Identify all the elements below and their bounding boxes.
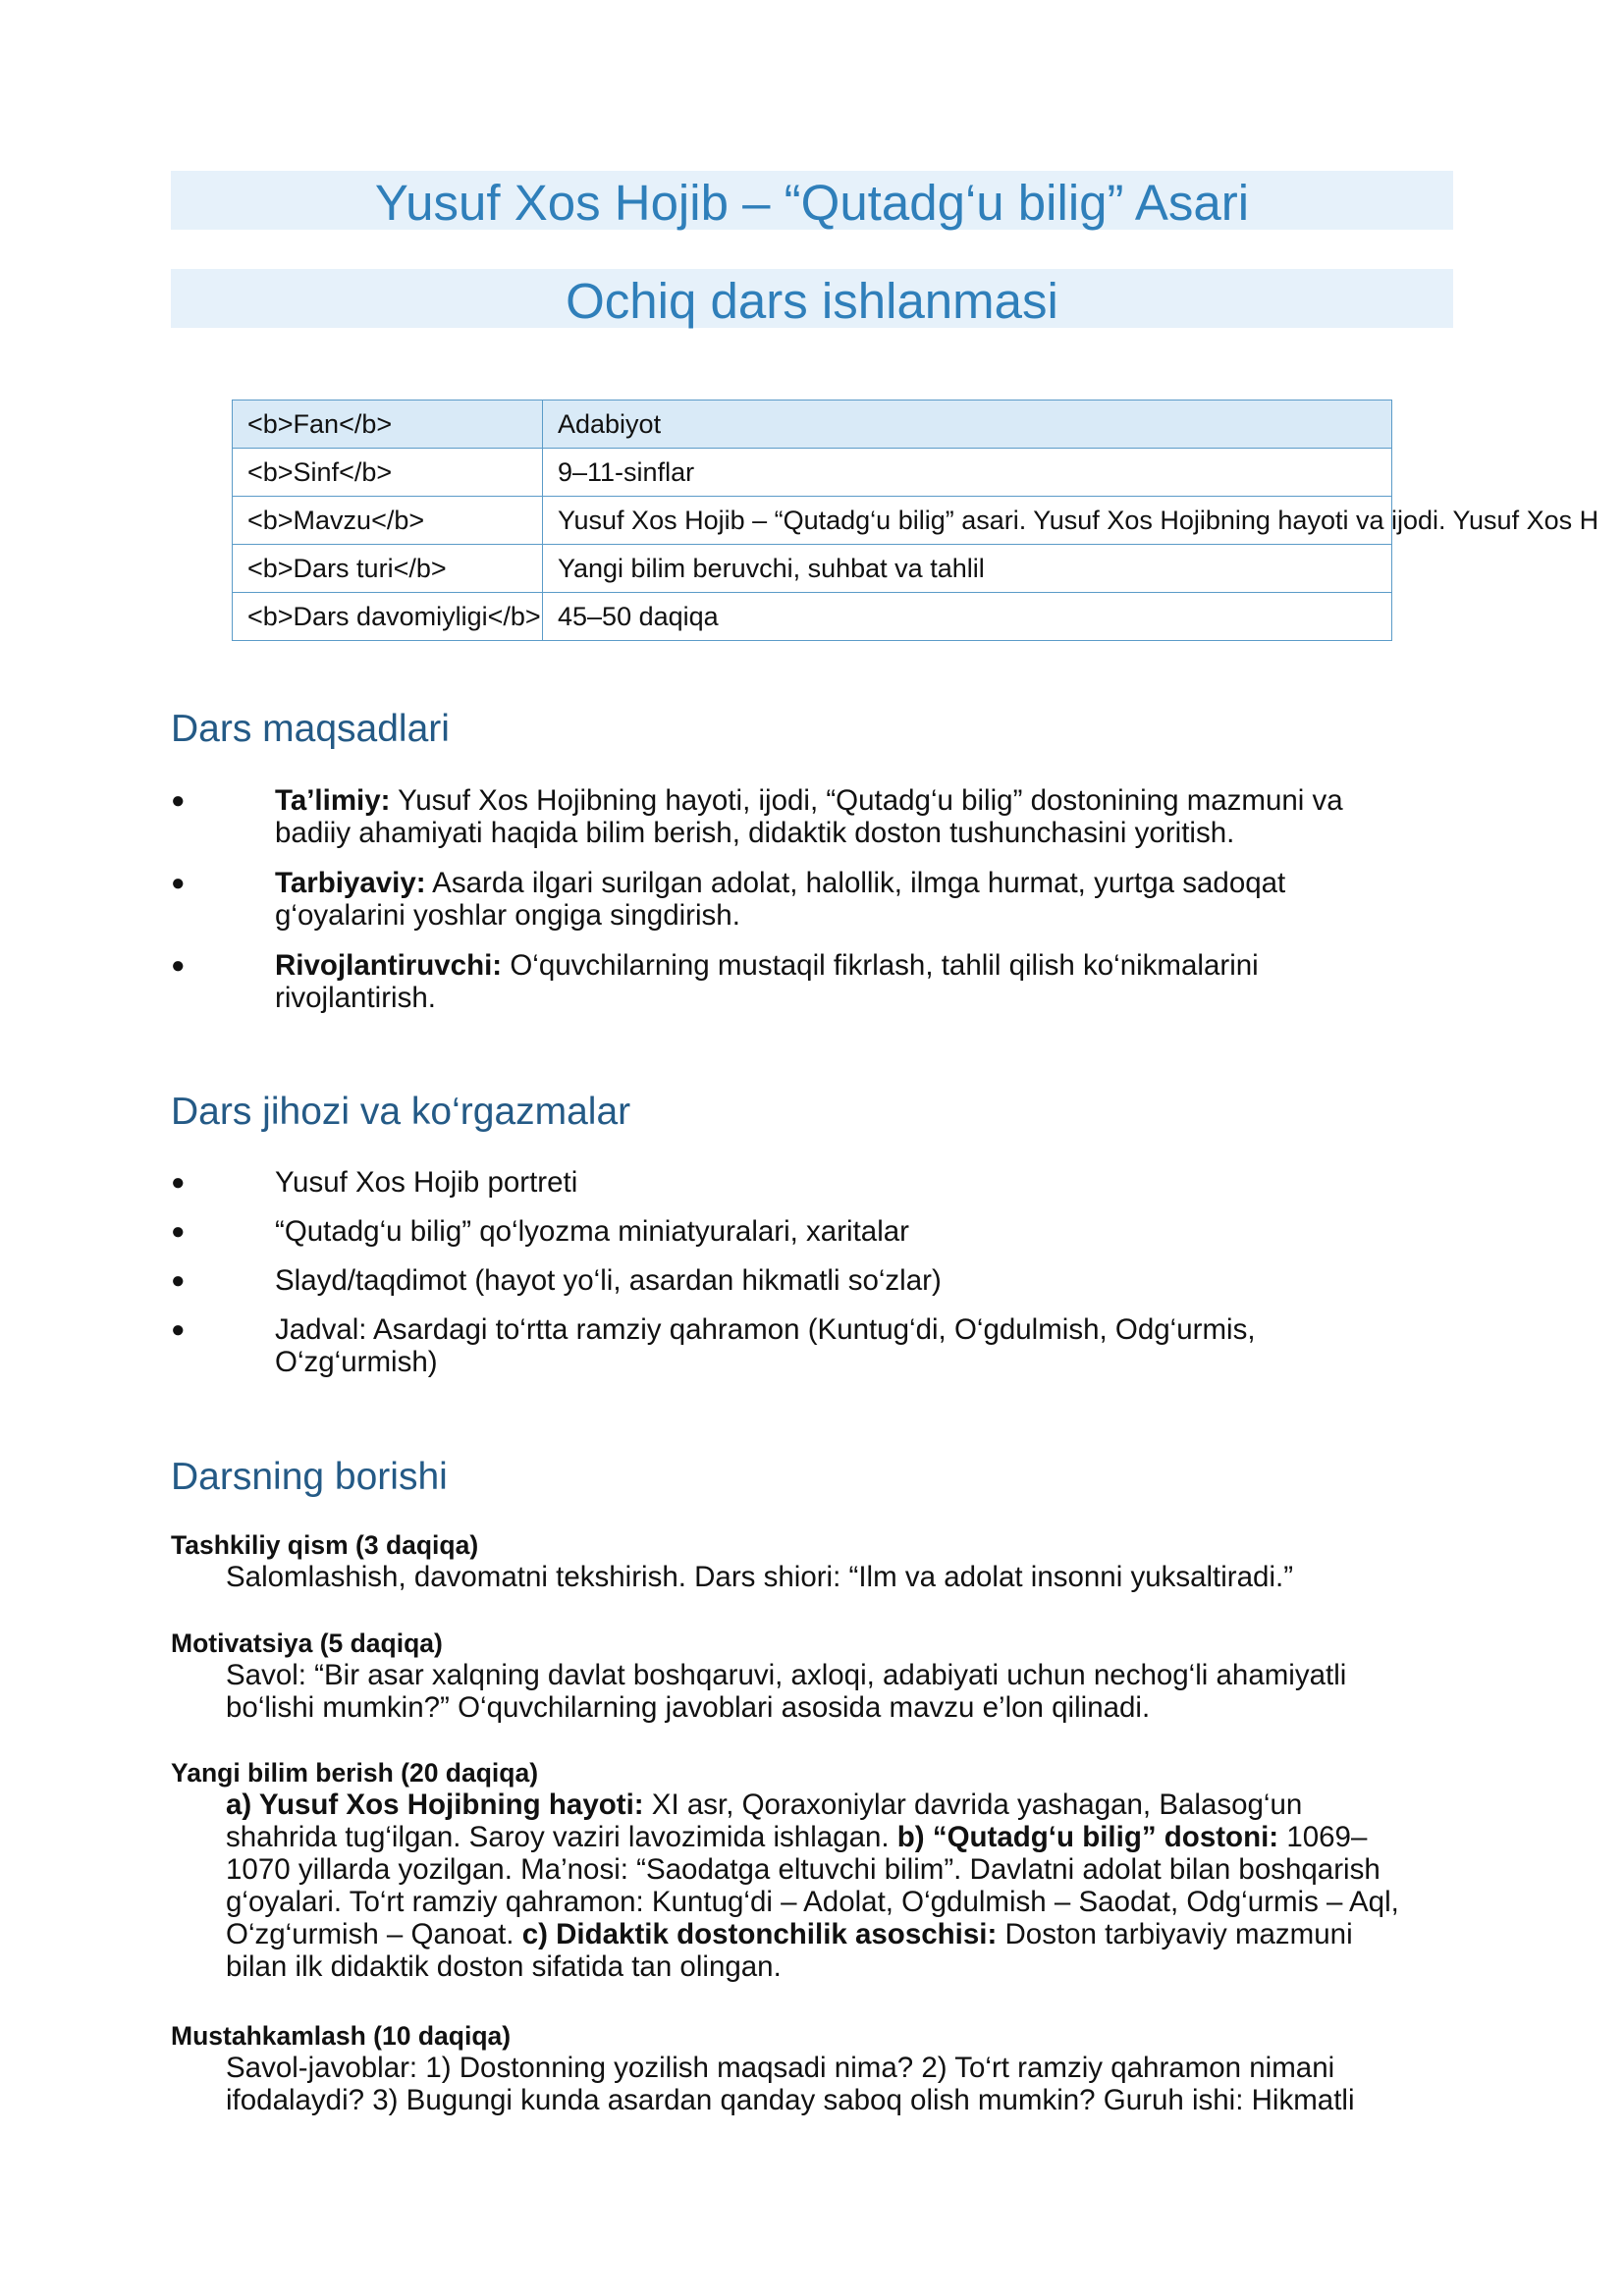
table-value-cell: 9–11-sinflar — [543, 449, 1392, 497]
equipment-item: “Qutadg‘u bilig” qo‘lyozma miniatyuralari, xaritalar — [275, 1215, 909, 1248]
equipment-item: Slayd/taqdimot (hayot yo‘li, asardan hikmatli so‘zlar) — [275, 1264, 942, 1297]
list-item — [171, 1264, 1398, 1297]
equipment-list — [171, 1166, 1398, 1395]
bullet-icon: ● — [171, 870, 186, 896]
goal-text: Yusuf Xos Hojibning hayoti, ijodi, “Qutadg‘u bilig” dostonining mazmuni va badiiy ahamiyati haqida bilim berish, didaktik doston tushunchasini yoritish. — [275, 784, 1343, 849]
section-heading-equipment: Dars jihozi va ko‘rgazmalar — [171, 1091, 631, 1133]
stage-body: Savol: “Bir asar xalqning davlat boshqaruvi, axloqi, adabiyati uchun nechog‘li ahamiyatli bo‘lishi mumkin?” O‘quvchilarning javoblari asosida mavzu e’lon qilinadi. — [226, 1659, 1347, 1724]
table-key-cell: <b>Dars turi</b> — [233, 545, 543, 593]
bullet-icon: ● — [171, 952, 186, 979]
section-heading-progress: Darsning borishi — [171, 1456, 448, 1498]
list-item — [171, 949, 1398, 1014]
stage-body: Savol-javoblar: 1) Dostonning yozilish maqsadi nima? 2) To‘rt ramziy qahramon nimani ifodalaydi? 3) Bugungi kunda asardan qanday saboq olish mumkin? Guruh ishi: Hikmatli — [226, 2052, 1355, 2116]
list-item — [171, 1215, 1398, 1248]
goal-label: Tarbiyaviy: — [275, 867, 426, 899]
lesson-stage — [171, 2020, 1408, 2116]
lesson-stage — [171, 1529, 1408, 1593]
table-key-cell: <b>Fan</b> — [233, 400, 543, 449]
table-row — [233, 545, 1392, 593]
goals-list — [171, 784, 1398, 1032]
stage-point-label: c) Didaktik dostonchilik asoschisi: — [521, 1918, 998, 1950]
table-row — [233, 400, 1392, 449]
stage-body — [171, 1789, 1408, 1983]
stage-point-label: a) Yusuf Xos Hojibning hayoti: — [226, 1789, 644, 1821]
stage-title: Motivatsiya (5 daqiqa) — [171, 1629, 443, 1658]
list-item — [171, 867, 1398, 932]
table-row — [233, 497, 1392, 545]
table-row — [233, 449, 1392, 497]
lesson-info-table — [232, 400, 1599, 641]
table-value-cell: 45–50 daqiqa — [543, 593, 1392, 641]
stage-title: Tashkiliy qism (3 daqiqa) — [171, 1530, 479, 1560]
table-key-cell: <b>Dars davomiyligi</b> — [233, 593, 543, 641]
stage-title: Mustahkamlash (10 daqiqa) — [171, 2021, 512, 2051]
stage-point-text: Doston tarbiyaviy mazmuni bilan ilk didaktik doston sifatida tan olingan. — [226, 1918, 1353, 1983]
table-key-cell: <b>Mavzu</b> — [233, 497, 543, 545]
goal-label: Ta’limiy: — [275, 784, 391, 817]
stage-title: Yangi bilim berish (20 daqiqa) — [171, 1758, 539, 1788]
equipment-item: Jadval: Asardagi to‘rtta ramziy qahramon (Kuntug‘di, O‘gdulmish, Odg‘urmis, O‘zg‘urmish) — [275, 1313, 1256, 1378]
table-row — [233, 593, 1392, 641]
document-subtitle: Ochiq dars ishlanmasi — [171, 269, 1453, 328]
table-key-cell: <b>Sinf</b> — [233, 449, 543, 497]
bullet-icon: ● — [171, 1218, 186, 1245]
goal-text: O‘quvchilarning mustaqil fikrlash, tahlil qilish ko‘nikmalarini rivojlantirish. — [275, 949, 1259, 1014]
table-value-cell: Adabiyot — [543, 400, 1392, 449]
list-item — [171, 784, 1398, 849]
stage-point-label: b) “Qutadg‘u bilig” dostoni: — [896, 1821, 1279, 1853]
bullet-icon: ● — [171, 1316, 186, 1343]
section-heading-goals: Dars maqsadlari — [171, 708, 450, 750]
table-value-cell: Yangi bilim beruvchi, suhbat va tahlil — [543, 545, 1392, 593]
bullet-icon: ● — [171, 1169, 186, 1196]
document-title: Yusuf Xos Hojib – “Qutadg‘u bilig” Asari — [171, 171, 1453, 230]
lesson-stage — [171, 1628, 1408, 1724]
stage-point-text: 1069–1070 yillarda yozilgan. Ma’nosi: “Saodatga eltuvchi bilim”. Davlatni adolat bilan boshqarish g‘oyalari. To‘rt ramziy qahramon: Kuntug‘di – Adolat, O‘gdulmish – Saodat, Odg‘urmis – Aql, O‘zg‘urmish – Qanoat. — [226, 1821, 1399, 1950]
goal-label: Rivojlantiruvchi: — [275, 949, 503, 982]
bullet-icon: ● — [171, 1267, 186, 1294]
goal-text: Asarda ilgari surilgan adolat, halollik, ilmga hurmat, yurtga sadoqat g‘oyalarini yoshlar ongiga singdirish. — [275, 867, 1286, 932]
lesson-stage — [171, 1757, 1408, 1983]
list-item — [171, 1313, 1398, 1378]
list-item — [171, 1166, 1398, 1199]
equipment-item: Yusuf Xos Hojib portreti — [275, 1166, 578, 1199]
stage-point-text: XI asr, Qoraxoniylar davrida yashagan, Balasog‘un shahrida tug‘ilgan. Saroy vaziri lavozimida ishlagan. — [226, 1789, 1303, 1853]
stage-body: Salomlashish, davomatni tekshirish. Dars shiori: “Ilm va adolat insonni yuksaltiradi.” — [226, 1561, 1294, 1593]
table-value-cell: Yusuf Xos Hojib – “Qutadg‘u bilig” asari. Yusuf Xos Hojibning hayoti va ijodi. Yusuf Xos H — [543, 497, 1392, 545]
bullet-icon: ● — [171, 787, 186, 814]
